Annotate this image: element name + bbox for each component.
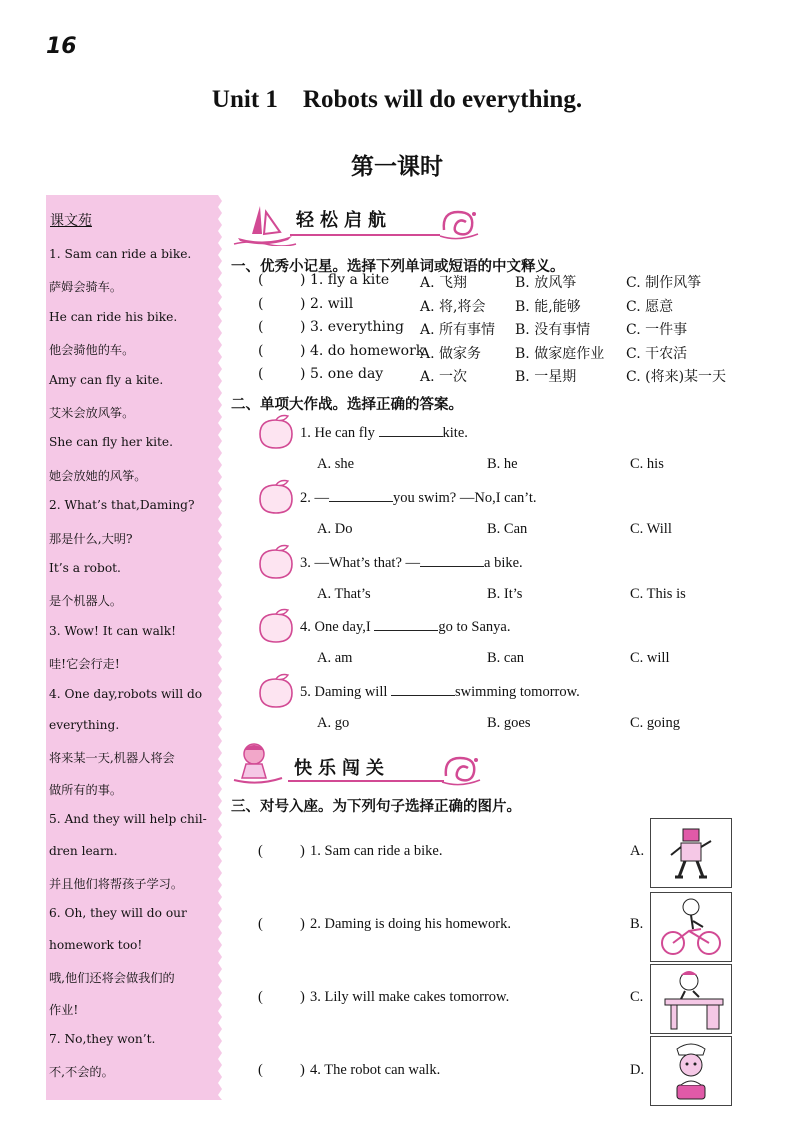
vocab-option: B. 一星期: [515, 369, 577, 385]
banner-underline-2: [288, 780, 444, 782]
question-stem: 3. —What’s that? —: [300, 554, 421, 571]
answer-bracket: (: [258, 916, 263, 932]
answer-bracket: ): [300, 843, 305, 859]
choice-option: B. goes: [487, 715, 531, 732]
lesson-title: 第一课时: [351, 153, 443, 180]
question-stem-end: go to Sanya.: [438, 619, 511, 636]
cartoon-kid-icon: [232, 740, 284, 784]
sidebar-panel: [46, 195, 218, 1100]
choice-option: A. she: [317, 456, 355, 472]
question-stem-end: a bike.: [484, 554, 523, 571]
sidebar-line: 将来某一天,机器人将会: [49, 751, 175, 766]
question-stem: 1. He can fly: [300, 425, 379, 441]
sidebar-line: 做所有的事。: [49, 782, 123, 797]
question-text: [300, 554, 523, 572]
answer-bracket: (: [258, 989, 263, 1005]
question-text: [300, 424, 468, 442]
choice-option: B. Can: [487, 520, 528, 537]
vocab-term: 4. do homework: [310, 342, 425, 359]
choice-option: A. Do: [317, 520, 353, 537]
picture-a-robot-walking: [650, 818, 732, 888]
choice-option: B. It’s: [487, 585, 523, 602]
peach-icon: [256, 414, 296, 450]
vocab-option: C. 干农活: [626, 345, 688, 362]
picture-d-girl-making-cakes: [650, 1036, 732, 1106]
sailboat-icon: [230, 200, 300, 246]
sidebar-line: 那是什么,大明?: [49, 531, 133, 546]
sidebar-line: 1. Sam can ride a bike.: [49, 247, 192, 261]
choice-option: C. This is: [630, 585, 686, 602]
picture-letter: B.: [630, 916, 644, 932]
sidebar-zigzag-edge: [214, 195, 222, 1100]
choice-option: C. Will: [630, 520, 672, 537]
peach-icon: [256, 673, 296, 709]
choice-option: B. can: [487, 650, 525, 667]
sidebar-line: 是个机器人。: [49, 594, 123, 609]
answer-bracket: (: [258, 295, 264, 312]
choice-option: A. go: [317, 715, 350, 732]
sidebar-line: 萨姆会骑车。: [49, 280, 123, 295]
banner-title-2: 快乐闯关: [294, 758, 390, 779]
picture-letter: A.: [630, 843, 645, 859]
sidebar-line: dren learn.: [49, 843, 118, 858]
section3-heading: 三、对号入座。为下列句子选择正确的图片。: [231, 799, 521, 815]
vocab-term: 3. everything: [310, 319, 404, 335]
page-number: 16: [46, 34, 77, 59]
peach-icon: [256, 544, 296, 580]
picture-letter: C.: [630, 989, 644, 1005]
sidebar-line: It’s a robot.: [49, 561, 121, 575]
sidebar-line: 7. No,they won’t.: [49, 1032, 156, 1046]
question-text: [300, 489, 537, 507]
sidebar-line: 4. One day,robots will do: [49, 686, 203, 701]
sidebar-line: 哇!它会行走!: [49, 657, 120, 672]
question-stem: 4. One day,I: [300, 619, 375, 636]
section1-heading: 一、优秀小记星。选择下列单词或短语的中文释义。: [231, 259, 565, 275]
sidebar-line: 并且他们将帮孩子学习。: [49, 877, 184, 891]
answer-bracket: (: [258, 342, 264, 359]
sidebar-line: 不,不会的。: [49, 1065, 114, 1080]
peach-icon: [256, 479, 296, 515]
sidebar-heading: 课文苑: [50, 213, 92, 229]
choice-option: A. am: [317, 650, 353, 667]
matching-sentence: 1. Sam can ride a bike.: [310, 843, 443, 859]
matching-sentence: 4. The robot can walk.: [310, 1062, 441, 1078]
sidebar-line: homework too!: [49, 937, 143, 952]
sidebar-line: 他会骑他的车。: [49, 343, 135, 358]
matching-sentence: 2. Daming is doing his homework.: [310, 916, 511, 932]
question-stem-end: you swim? —No,I can’t.: [393, 489, 537, 506]
answer-bracket: ): [300, 989, 305, 1005]
vocab-option: A. 做家务: [420, 345, 482, 362]
peach-icon: [256, 608, 296, 644]
answer-bracket: ): [300, 366, 306, 382]
swirl-ornament-icon: [438, 206, 480, 242]
sidebar-line: 6. Oh, they will do our: [49, 906, 187, 921]
answer-bracket: ): [300, 342, 306, 359]
vocab-option: C. 制作风筝: [626, 275, 702, 291]
vocab-option: B. 没有事情: [515, 322, 591, 338]
answer-blank: [374, 618, 438, 631]
answer-bracket: ): [300, 1062, 305, 1078]
answer-bracket: (: [258, 1062, 263, 1078]
choice-option: C. going: [630, 715, 680, 732]
vocab-option: B. 放风筝: [515, 275, 577, 291]
vocab-option: A. 所有事情: [420, 322, 496, 338]
choice-option: C. will: [630, 650, 670, 667]
picture-b-boy-riding-bike: [650, 892, 732, 962]
sidebar-line: 作业!: [49, 1002, 79, 1017]
question-text: [300, 683, 580, 701]
sidebar-line: 艾米会放风筝。: [49, 406, 135, 420]
answer-bracket: (: [258, 366, 264, 382]
sidebar-line: 她会放她的风筝。: [49, 468, 147, 483]
vocab-option: A. 一次: [420, 369, 468, 385]
sidebar-line: 3. Wow! It can walk!: [49, 623, 177, 638]
vocab-term: 2. will: [310, 295, 354, 312]
sidebar-line: Amy can fly a kite.: [49, 372, 164, 387]
sidebar-line: 5. And they will help chil-: [49, 812, 207, 827]
banner-underline-1: [290, 234, 440, 236]
vocab-option: C. 一件事: [626, 322, 688, 338]
answer-blank: [379, 424, 443, 437]
swirl-ornament-icon: [440, 752, 482, 788]
sidebar-line: 2. What’s that,Daming?: [49, 498, 195, 513]
banner-title-1: 轻松启航: [296, 210, 392, 231]
answer-bracket: ): [300, 319, 306, 335]
vocab-option: B. 能,能够: [515, 298, 581, 315]
picture-letter: D.: [630, 1062, 645, 1078]
choice-option: A. That’s: [317, 585, 371, 602]
vocab-option: A. 飞翔: [420, 275, 468, 291]
question-stem-end: kite.: [442, 425, 468, 441]
matching-sentence: 3. Lily will make cakes tomorrow.: [310, 989, 510, 1005]
vocab-option: B. 做家庭作业: [515, 345, 605, 362]
sidebar-line: She can fly her kite.: [49, 435, 174, 450]
choice-option: C. his: [630, 456, 664, 472]
question-stem: 2. —: [300, 489, 329, 506]
unit-title: Unit 1 Robots will do everything.: [211, 86, 583, 113]
vocab-option: C. (将来)某一天: [626, 369, 727, 385]
answer-bracket: ): [300, 272, 306, 288]
question-text: [300, 618, 510, 636]
sidebar-line: 哦,他们还将会做我们的: [49, 971, 175, 986]
section2-heading: 二、单项大作战。选择正确的答案。: [231, 397, 463, 413]
vocab-term: 1. fly a kite: [310, 272, 390, 288]
question-stem-end: swimming tomorrow.: [455, 684, 580, 701]
answer-bracket: ): [300, 916, 305, 932]
choice-option: B. he: [487, 456, 518, 472]
vocab-option: A. 将,将会: [420, 298, 486, 315]
answer-blank: [391, 683, 455, 696]
answer-bracket: ): [300, 295, 306, 312]
answer-blank: [420, 554, 484, 567]
question-stem: 5. Daming will: [300, 684, 392, 701]
vocab-option: C. 愿意: [626, 298, 674, 315]
picture-c-boy-doing-homework: [650, 964, 732, 1034]
answer-bracket: (: [258, 272, 264, 288]
answer-bracket: (: [258, 319, 264, 335]
answer-blank: [329, 489, 393, 502]
sidebar-line: He can ride his bike.: [49, 309, 178, 324]
answer-bracket: (: [258, 843, 263, 859]
sidebar-line: everything.: [49, 718, 120, 732]
vocab-term: 5. one day: [310, 366, 384, 382]
